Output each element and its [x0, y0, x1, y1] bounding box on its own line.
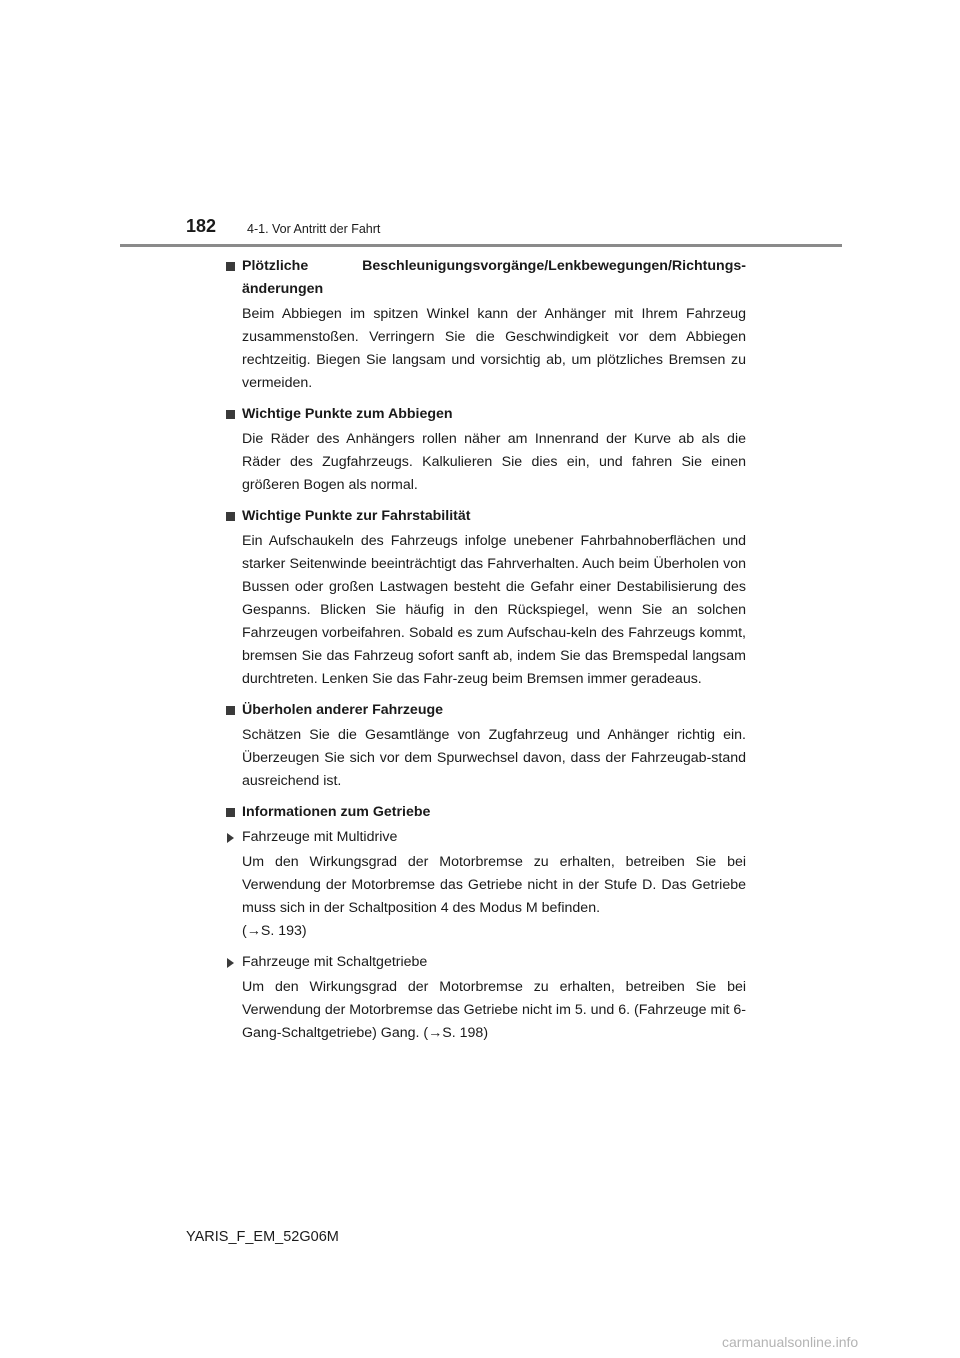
section-heading — [224, 403, 746, 426]
heading-text: Informationen zum Getriebe — [242, 804, 431, 820]
section-sudden-maneuvers — [224, 255, 746, 395]
page-reference: (→S. 193) — [242, 923, 307, 939]
subsection-body: Um den Wirkungsgrad der Motorbremse zu erhalten, betreiben Sie bei Verwendung der Motorbremse das Getriebe nicht in der Stufe D. Das Getriebe muss sich in der Schaltposition 4 des Modus M befinden. — [242, 854, 746, 916]
section-title: 4-1. Vor Antritt der Fahrt — [247, 222, 381, 236]
section-turning-points — [224, 403, 746, 497]
square-bullet-icon — [226, 808, 235, 817]
subsection-text: Um den Wirkungsgrad der Motorbremse zu erhalten, betreiben Sie bei Verwendung der Motorbremse das Getriebe nicht im 5. und 6. (Fahrzeuge mit 6-Gang-Schaltgetriebe) Gang. (→S. 198) — [242, 979, 746, 1041]
subsection-label: Fahrzeuge mit Schaltgetriebe — [242, 954, 428, 970]
heading-text: Wichtige Punkte zur Fahrstabilität — [242, 508, 471, 524]
section-text: Die Räder des Anhängers rollen näher am Innenrand der Kurve ab als die Räder des Zugfahrzeugs. Kalkulieren Sie dies ein, und fahren Sie einen größeren Bogen als normal. — [242, 431, 746, 493]
section-overtaking — [224, 699, 746, 793]
section-heading — [224, 255, 746, 301]
page-content — [224, 255, 746, 1053]
watermark: carmanualsonline.info — [722, 1334, 859, 1350]
subsection-multidrive — [224, 826, 746, 849]
subsection-manual — [224, 951, 746, 974]
header-divider — [120, 244, 842, 247]
subsection-label: Fahrzeuge mit Multidrive — [242, 829, 398, 845]
subsection-text — [224, 851, 746, 943]
heading-text: Überholen anderer Fahrzeuge — [242, 702, 444, 718]
section-text: Ein Aufschaukeln des Fahrzeugs infolge unebener Fahrbahnoberflächen und starker Seitenwinde beeinträchtigt das Fahrverhalten. Auch beim Überholen von Bussen oder großen Lastwagen besteht die Gefahr einer Destabilisierung des Gespanns. Blicken Sie häufig in den Rückspiegel, wenn Sie an solchen Fahrzeugen vorbeifahren. Sobald es zum Aufschau-keln des Fahrzeugs kommt, bremsen Sie das Fahrzeug sofort sanft ab, indem Sie das Bremspedal langsam durchtreten. Lenken Sie das Fahr-zeug beim Bremsen immer geradeaus. — [242, 533, 746, 687]
document-code: YARIS_F_EM_52G06M — [186, 1229, 339, 1245]
section-text: Schätzen Sie die Gesamtlänge von Zugfahrzeug und Anhänger richtig ein. Überzeugen Sie sich vor dem Spurwechsel davon, dass der Fahrzeugab-stand ausreichend ist. — [242, 727, 746, 789]
square-bullet-icon — [226, 512, 235, 521]
heading-text: Wichtige Punkte zum Abbiegen — [242, 406, 453, 422]
section-transmission-info — [224, 801, 746, 1045]
heading-line-1: Plötzliche Beschleunigungsvorgänge/Lenkbewegungen/Richtungs- — [242, 258, 746, 274]
section-text: Beim Abbiegen im spitzen Winkel kann der Anhänger mit Ihrem Fahrzeug zusammenstoßen. Verringern Sie die Geschwindigkeit vor dem Abbiegen rechtzeitig. Biegen Sie langsam und vorsichtig ab, um plötzliches Bremsen zu vermeiden. — [242, 306, 746, 391]
square-bullet-icon — [226, 706, 235, 715]
square-bullet-icon — [226, 410, 235, 419]
section-heading — [224, 801, 746, 824]
section-heading — [224, 699, 746, 722]
page-header — [0, 0, 960, 250]
square-bullet-icon — [226, 262, 235, 271]
heading-line-2: änderungen — [242, 281, 324, 297]
triangle-bullet-icon — [227, 833, 234, 843]
section-heading — [224, 505, 746, 528]
section-driving-stability — [224, 505, 746, 691]
page-number: 182 — [186, 216, 217, 236]
triangle-bullet-icon — [227, 958, 234, 968]
